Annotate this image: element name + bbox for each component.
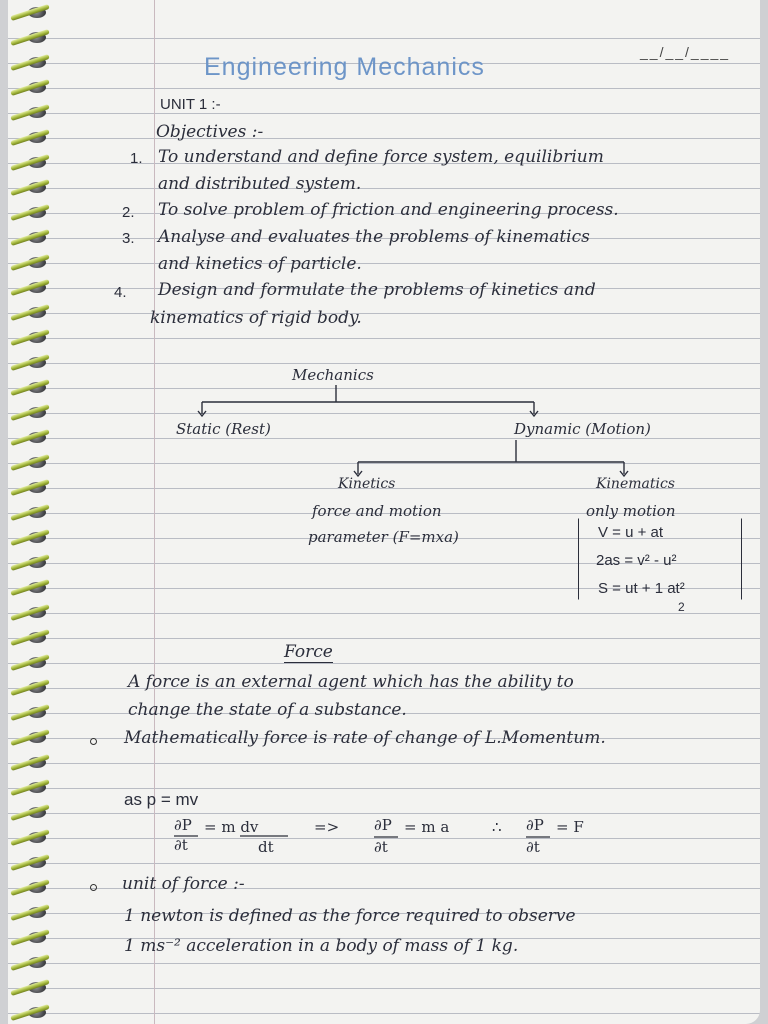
spiral-ring-icon [10, 656, 56, 668]
kinematics-desc: only motion [586, 502, 676, 520]
newton-definition: 1 newton is defined as the force required to observe [124, 906, 576, 926]
spiral-ring-icon [10, 581, 56, 593]
objective-text: and distributed system. [158, 174, 362, 194]
tree-dynamic: Dynamic (Motion) [514, 420, 651, 438]
objective-text: To understand and define force system, equilibrium [158, 147, 604, 167]
bullet-icon [90, 738, 97, 745]
objective-text: and kinetics of particle. [158, 254, 362, 274]
spiral-ring-icon [10, 356, 56, 368]
spiral-ring-icon [10, 1006, 56, 1018]
objective-number: 3. [122, 230, 135, 247]
spiral-ring-icon [10, 31, 56, 43]
derivative-rhs: = F [556, 818, 584, 836]
spiral-ring-icon [10, 831, 56, 843]
derivative-rhs: = m a [404, 818, 450, 836]
spiral-ring-icon [10, 631, 56, 643]
derivative-numerator: ∂P [174, 816, 192, 834]
kinematics-equation-denominator: 2 [678, 600, 685, 614]
derivative-denominator: ∂t [174, 836, 188, 854]
momentum-equation: as p = mv [124, 790, 199, 809]
therefore-symbol: ∴ [492, 818, 502, 836]
spiral-ring-icon [10, 6, 56, 18]
derivative-numerator: ∂P [374, 816, 392, 834]
notebook-page [8, 0, 760, 1024]
kinematics-equation: 2as = v² - u² [596, 552, 677, 569]
force-heading: Force [284, 642, 333, 662]
spiral-ring-icon [10, 731, 56, 743]
spiral-ring-icon [10, 706, 56, 718]
spiral-ring-icon [10, 681, 56, 693]
objective-text: Design and formulate the problems of kinetics and [158, 280, 596, 300]
kinematics-equation: V = u + at [598, 524, 664, 541]
spiral-ring-icon [10, 606, 56, 618]
spiral-ring-icon [10, 181, 56, 193]
objective-number: 4. [114, 284, 127, 301]
objective-text: Analyse and evaluates the problems of kinematics [158, 227, 590, 247]
objective-text: To solve problem of friction and engineering process. [158, 200, 619, 220]
spiral-ring-icon [10, 281, 56, 293]
derivative-rhs-denominator: dt [258, 838, 274, 856]
spiral-ring-icon [10, 306, 56, 318]
spiral-ring-icon [10, 431, 56, 443]
newton-definition: 1 ms⁻² acceleration in a body of mass of 1 kg. [124, 936, 519, 956]
spiral-ring-icon [10, 856, 56, 868]
spiral-ring-icon [10, 206, 56, 218]
unit-of-force-heading: unit of force :- [122, 874, 245, 894]
tree-static: Static (Rest) [176, 420, 271, 438]
spiral-ring-icon [10, 481, 56, 493]
kinematics-equation: S = ut + 1 at² [598, 580, 685, 597]
page-title: Engineering Mechanics [204, 53, 485, 81]
derivative-numerator: ∂P [526, 816, 544, 834]
objective-text: kinematics of rigid body. [150, 308, 362, 328]
spiral-ring-icon [10, 531, 56, 543]
spiral-ring-icon [10, 956, 56, 968]
spiral-ring-icon [10, 406, 56, 418]
force-definition: change the state of a substance. [128, 700, 407, 720]
kinetics-desc: force and motion [312, 502, 442, 520]
force-definition: A force is an external agent which has the ability to [128, 672, 574, 692]
tree-root-mechanics: Mechanics [292, 366, 374, 384]
spiral-ring-icon [10, 556, 56, 568]
tree-kinetics: Kinetics [338, 476, 396, 492]
bullet-icon [90, 884, 97, 891]
spiral-ring-icon [10, 331, 56, 343]
spiral-ring-icon [10, 381, 56, 393]
spiral-ring-icon [10, 981, 56, 993]
spiral-binding [0, 0, 70, 1024]
spiral-ring-icon [10, 881, 56, 893]
spiral-ring-icon [10, 456, 56, 468]
derivative-rhs: = m dv [204, 818, 259, 836]
objective-number: 2. [122, 204, 135, 221]
spiral-ring-icon [10, 906, 56, 918]
date-field: __/__/____ [640, 44, 731, 60]
spiral-ring-icon [10, 81, 56, 93]
spiral-ring-icon [10, 131, 56, 143]
spiral-ring-icon [10, 106, 56, 118]
spiral-ring-icon [10, 156, 56, 168]
force-bullet: Mathematically force is rate of change of L.Momentum. [124, 728, 606, 748]
spiral-ring-icon [10, 781, 56, 793]
margin-line [154, 0, 155, 1024]
derivative-denominator: ∂t [374, 838, 388, 856]
spiral-ring-icon [10, 56, 56, 68]
spiral-ring-icon [10, 806, 56, 818]
spiral-ring-icon [10, 931, 56, 943]
spiral-ring-icon [10, 256, 56, 268]
tree-kinematics: Kinematics [596, 476, 675, 492]
implies-arrow: => [314, 818, 340, 836]
objective-number: 1. [130, 150, 143, 167]
kinetics-desc: parameter (F=mxa) [308, 528, 459, 546]
derivative-denominator: ∂t [526, 838, 540, 856]
spiral-ring-icon [10, 506, 56, 518]
spiral-ring-icon [10, 756, 56, 768]
unit-heading: UNIT 1 :- [160, 96, 221, 113]
objectives-heading: Objectives :- [156, 122, 264, 142]
spiral-ring-icon [10, 231, 56, 243]
